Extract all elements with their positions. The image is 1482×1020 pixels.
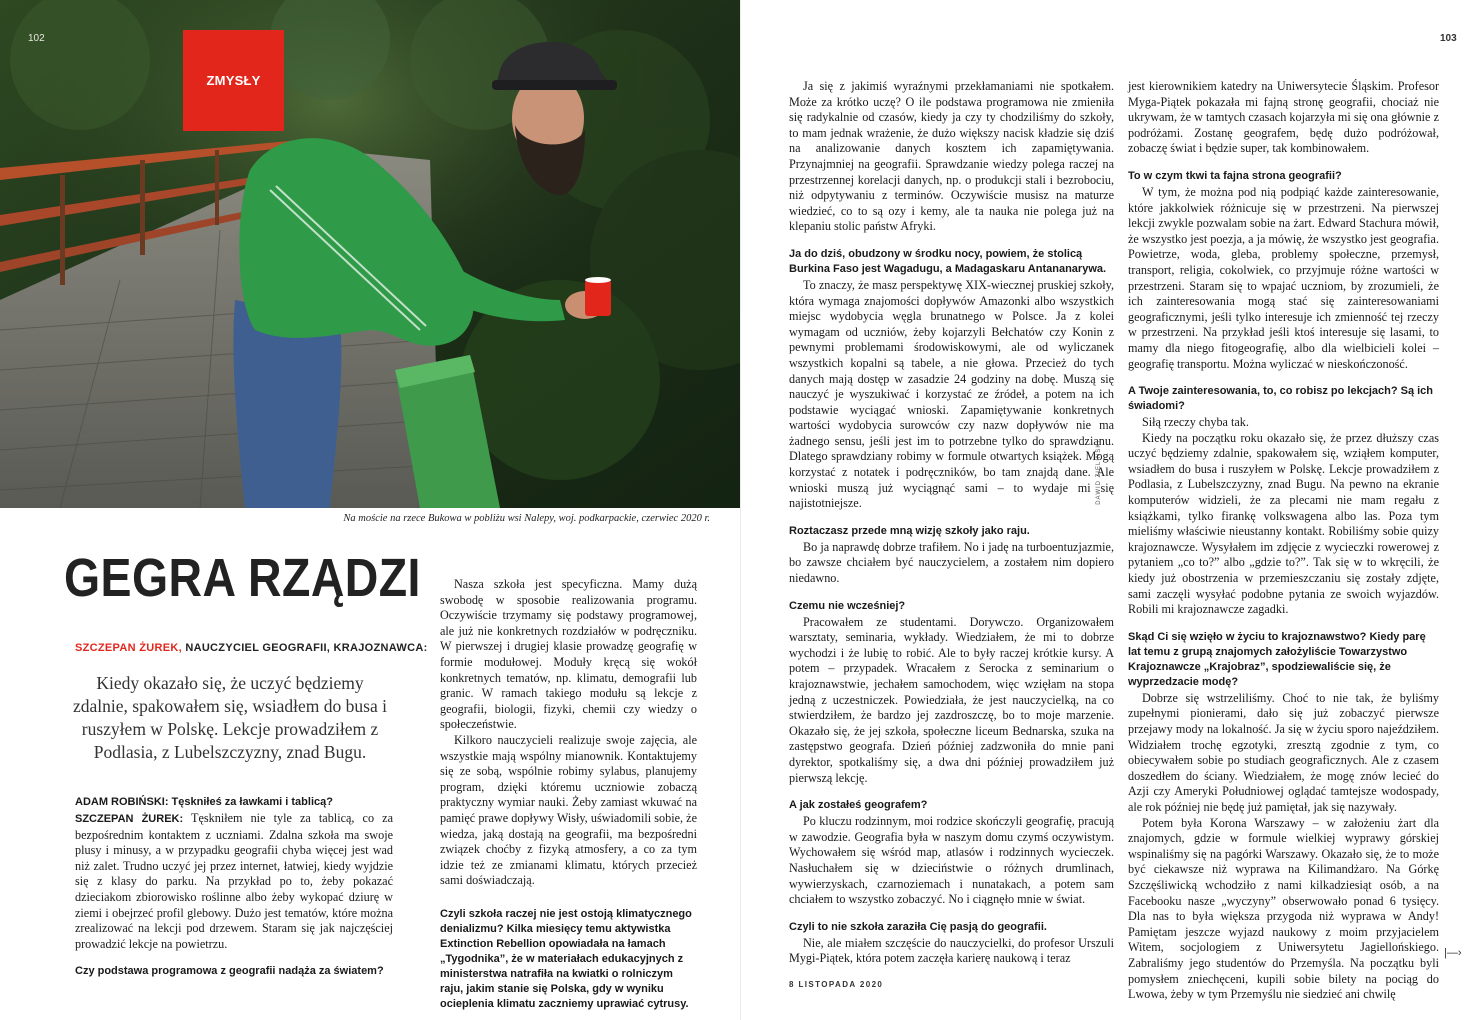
- question-text: Tęskniłeś za ławkami i tablicą?: [168, 796, 333, 808]
- column-1: [75, 795, 393, 980]
- photo-illustration: [0, 0, 741, 508]
- interviewer-name: ADAM ROBIŃSKI:: [75, 796, 169, 808]
- page-number-left: 102: [28, 33, 45, 44]
- paragraph: Ja się z jakimiś wyraźnymi przekłamaniami nie spotkałem. Może za krótko uczę? O ile podstawa programowa nie zmieniła się radykalnie od czasów, kiedy ja czy ty chodziliśmy do szkoły, to mam jednak wrażenie, że dużo większy nacisk kładzie się dziś na analizowanie danych kosztem ich zapamiętywania. Przynajmniej na geografii. Sprawdzanie wiedzy polega raczej na przestrzennej korelacji danych, np. o produkcji stali i bezrobociu, niż odpytywaniu z terminów. Oczywiście musisz na maturze wiedzieć, co to są ozy i kemy, ale ta nauka nie polega już na klepaniu stolic państw Afryki.: [789, 79, 1114, 234]
- portrait-photo: [0, 0, 741, 508]
- paragraph: Siłą rzeczy chyba tak.: [1142, 415, 1249, 430]
- continue-arrow-icon: |—›: [1444, 947, 1462, 959]
- question: Czemu nie wcześniej?: [789, 599, 906, 612]
- question: Ja do dziś, obudzony w środku nocy, powiem, że stolicą Burkina Faso jest Wagadugu, a Madagaskaru Antananarywa.: [789, 247, 1107, 275]
- photo-credit: DAWID ZIELIŃSKI: [1096, 440, 1102, 505]
- paragraph: Kiedy na początku roku okazało się, że przez dłuższy czas uczyć będziemy zdalnie, spakowałem się, wziąłem komputer, wsiadłem do busa i ruszyłem w Polskę. Lekcje prowadziłem z Podlasia, z Lubelszczyzny, znad Bugu. Na pewno na ekranie komputerów widzieli, że za plecami nie mam regału z książkami, tylko firankę volkswagena albo las. Poza tym mieliśmy właściwie nieustanny kontakt. Robiliśmy sobie quizy krajoznawcze. Wysyłałem im zdjęcie z wycieczki rowerowej z pytaniem „co to?” albo „gdzie to?”. Tak się w to wkręcili, że kiedy już obostrzenia w przemieszczaniu się zostały zdjęte, sami zaczęli wysyłać podobne pytania ze swoich wyjazdów. Robili mi krajoznawcze zagadki.: [1128, 430, 1439, 617]
- column-2: [440, 577, 697, 1013]
- paragraph: Po kluczu rodzinnym, moi rodzice skończyli geografię, pracują w zawodzie. Geografia była w naszym domu czymś oczywistym. Wychowałem się wśród map, atlasów i rodzinnych wycieczek. Nasłuchałem się w dzieciństwie o różnych drumlinach, wywierzyskach, czarnoziemach i nunatakach, a potem sam chciałem to wszystko zobaczyć. No i ciągnęło mnie w świat.: [789, 814, 1114, 907]
- article-headline: GEGRA RZĄDZI: [64, 548, 421, 608]
- question: A Twoje zainteresowania, to, co robisz po lekcjach? Są ich świadomi?: [1128, 385, 1434, 413]
- article-lead: Kiedy okazało się, że uczyć będziemy zdalnie, spakowałem się, wsiadłem do busa i ruszyłem w Polskę. Lekcje prowadziłem z Podlasia, z Lubelszczyzny, znad Bugu.: [73, 673, 387, 762]
- column-4: [1128, 79, 1439, 1003]
- paragraph: Dobrze się wstrzeliliśmy. Choć to nie tak, że byliśmy zupełnymi pionierami, dało się już zobaczyć pierwsze przejawy mody na lokalność. Ja się w życiu sporo najeździłem. Widziałem trochę egzotyki, zresztą zgodnie z tym, co obiecywałem sobie po studiach geograficznych. Ale z czasem doszedłem do ściany. Wiedziałem, że mogę znów lecieć do Azji czy Ameryki Południowej oglądać tamtejsze wodospady, ale rok później nie będę już pamiętał, jak się nazywały.: [1128, 690, 1439, 814]
- paragraph: W tym, że można pod nią podpiąć każde zainteresowanie, które jakkolwiek różnicuje się w przestrzeni. Na pierwszej lekcji zwykle pozwalam sobie na żart. Edward Stachura mówił, że wszystko jest poezja, a ja mówię, że wszystko jest geografia. Powietrze, woda, gleba, problemy społeczne, przemysł, transport, religia, cokolwiek, co przyjmuje różne wartości w przestrzeni. Staram się to wpajać uczniom, by zrozumieli, że ich zainteresowania mogą stać się zainteresowaniami geograficznymi, jeśli tylko interesuje ich zmienność tej rzeczy w przestrzeni. Na przykład jeśli ktoś interesuje się lasami, to mamy dla niego fitogeografię, albo dla wielbicieli kolei – geografię transportu. Można wyliczać w nieskończoność.: [1128, 184, 1440, 371]
- byline-name: SZCZEPAN ŻUREK,: [75, 642, 182, 654]
- paragraph: Bo ja naprawdę dobrze trafiłem. No i jadę na turboentuzjazmie, bo zawsze chciałem być nauczycielem, a zostałem nim dopiero niedawno.: [789, 539, 1114, 586]
- page-number-right: 103: [1440, 33, 1457, 44]
- paragraph: jest kierownikiem katedry na Uniwersytecie Śląskim. Profesor Myga-Piątek pokazała mi fajną stronę geografii, chociaż nie ukrywam, że w tamtych czasach kojarzyła mi się ona głównie z podróżami. Zostanę geografem, będę dużo podróżował, zobaczę świat i będzie super, tak kombinowałem.: [1128, 79, 1439, 156]
- question: To w czym tkwi ta fajna strona geografii?: [1128, 169, 1342, 182]
- question: Skąd Ci się wzięło w życiu to krajoznawstwo? Kiedy parę lat temu z grupą znajomych założyliście Towarzystwo Krajoznawcze „Krajobraz”, spodziewaliście się, że wyprzedzacie modę?: [1128, 630, 1426, 688]
- paragraph: Nie, ale miałem szczęście do nauczycielki, do profesor Urszuli Mygi-Piątek, która potem zaczęła karierę naukową i teraz: [789, 935, 1114, 966]
- paragraph: Potem była Korona Warszawy – w założeniu żart dla znajomych, gdzie w formule wielkiej wyprawy górskiej wspinaliśmy się na pagórki Warszawy. Okazało się, że to może być ciekawsze niż wyprawa na Kilimandżaro. Na Górkę Szczęśliwicką wchodziło z nami kilkadziesiąt osób, a na Facebooku nasze „wyczyny” obserwowało ponad 6 tysięcy. Dla nas to była większa przygoda niż wyprawa w Andy! Pamiętam jeszcze wyjazd naukowy z moim przyjacielem Witem, socjologiem z Uniwersytetu Jagiellońskiego. Zabraliśmy jego studentów do Przemyśla. Na początku byli pomysłem zniechęceni, kupili sobie bilety na pociąg do Lwowa, żeby w tym Przemyślu nie siedzieć ani chwilę: [1128, 815, 1439, 1002]
- question: Czyli to nie szkoła zaraziła Cię pasją do geografii.: [789, 920, 1047, 933]
- answer-paragraph: [75, 811, 393, 952]
- question: [75, 795, 393, 810]
- paragraph: Kilkoro nauczycieli realizuje swoje zajęcia, ale wszystkie mają wspólny mianownik. Kontaktujemy się ze sobą, wspólnie robimy sylabus, planujemy program, dzięki któremu uczniowie zobaczą praktyczny wymiar nauki. Żeby zamiast wkuwać na pamięć prawe dopływy Wisły, uświadomili sobie, że wiedza, jaką dostają na geografii, ma bezpośredni związek choćby z fizyką atmosfery, a co za tym idzie też ze zmianami klimatu, których przecież sami doświadczają.: [440, 732, 697, 888]
- red-mug: [585, 280, 611, 316]
- paragraph: Nasza szkoła jest specyficzna. Mamy dużą swobodę w sposobie realizowania programu. Oczywiście trzymamy się podstawy programowej, ale już nie konkretnych rozdziałów w podręczniku. W pierwszej i drugiej klasie prowadzę geografię w formie modułowej. Moduły kręcą się wokół konkretnych tematów, np. klimatu, demografii lub granic. W ramach takiego modułu są lekcje z geografii, biologii, fizyki, chemii czy wiedzy o społeczeństwie.: [440, 577, 697, 732]
- question: Czy podstawa programowa z geografii nadąża za światem?: [75, 965, 384, 978]
- question: Roztaczasz przede mną wizję szkoły jako raju.: [789, 524, 1030, 537]
- paragraph: To znaczy, że masz perspektywę XIX-wiecznej pruskiej szkoły, która wymaga znajomości dopływów Amazonki albo wszystkich miejsc wydobycia węgla brunatnego w Polsce. Ja z kolei wymagam od uczniów, żeby kojarzyli Bełchatów czy Konin z pewnymi problemami środowiskowymi, ale od wyliczanek wszystkich kopalni są tabele, a nie głowa. Przecież do tych danych mają dostęp w zasadzie 24 godziny na dobę. Muszą się nauczyć je wyszukiwać i korzystać ze źródeł, a potem na ich podstawie wyciągać wnioski. Zapamiętywanie konkretnych wartości wydobycia surowców czy nazw dopływów nie ma żadnego sensu, jeśli jest im to potrzebne tylko do sprawdzianu. Dlatego sprawdziany robimy w formule otwartych książek. Mogą korzystać z notatek i podręczników, bo tam znajdą dane. Ale wnioski muszą już wyciągnąć sami – to wydaje mi się najistotniejsze.: [789, 277, 1114, 511]
- byline-role: NAUCZYCIEL GEOGRAFII, KRAJOZNAWCA:: [181, 642, 428, 654]
- answer-text: Tęskniłem nie tyle za tablicą, co za bezpośrednim kontaktem z uczniami. Zdalna szkoła ma swoje plusy i minusy, a w przypadku geografii chyba więcej jest wad niż zalet. Trudno uczyć jej przez internet, łatwiej, kiedy wyjdzie się z klasy do parku. Na przykład po to, żeby pokazać dzieciakom zbiorowisko roślinne albo żeby wykopać dziurę w ziemi i obejrzeć profil glebowy. Dużo jest tematów, które można zrealizować na lekcji pod drzewem. Staram się jak najczęściej prowadzić lekcje na powietrzu.: [75, 811, 393, 951]
- question: A jak zostałeś geografem?: [789, 799, 928, 812]
- issue-date-footer: 8 LISTOPADA 2020: [789, 980, 884, 989]
- paragraph: Pracowałem ze studentami. Dorywczo. Organizowałem warsztaty, seminaria, wykłady. Wiedziałem, że mi to dobrze wychodzi i że lubię to robić. Ale to były raczej krótkie kursy. A potem – przypadek. Wracałem z Serocka z seminarium o krajoznawstwie, jechałem samochodem, więc wzięłam na stopa jedną z uczestniczek. Powiedziała, że jest nauczycielką, na co stwierdziłem, że bardzo jej zazdroszczę, bo to moje marzenie. Okazało się, że jej szkoła, społeczne liceum Bednarska, szuka na zastępstwo geografa. Dzień później zadzwoniła do mnie pani dyrektor, spotkaliśmy się, a dwa dni później prowadziłem już pierwszą lekcję.: [789, 614, 1114, 785]
- photo-caption: Na moście na rzece Bukowa w pobliżu wsi Nalepy, woj. podkarpackie, czerwiec 2020 r.: [343, 513, 710, 524]
- section-tag: ZMYSŁY: [183, 30, 284, 131]
- byline: [75, 642, 428, 654]
- question: Czyli szkoła raczej nie jest ostoją klimatycznego denializmu? Kilka miesięcy temu aktywistka Extinction Rebellion opowiadała na łamach „Tygodnika”, że w materiałach edukacyjnych z ministerstwa natrafiła na kwiatki o rolniczym raju, jakim stanie się Polska, gdy w wyniku ocieplenia klimatu zaczniemy uprawiać cytrusy.: [440, 907, 692, 1010]
- column-3: [789, 79, 1114, 967]
- interviewee-name: SZCZEPAN ŻUREK:: [75, 813, 184, 825]
